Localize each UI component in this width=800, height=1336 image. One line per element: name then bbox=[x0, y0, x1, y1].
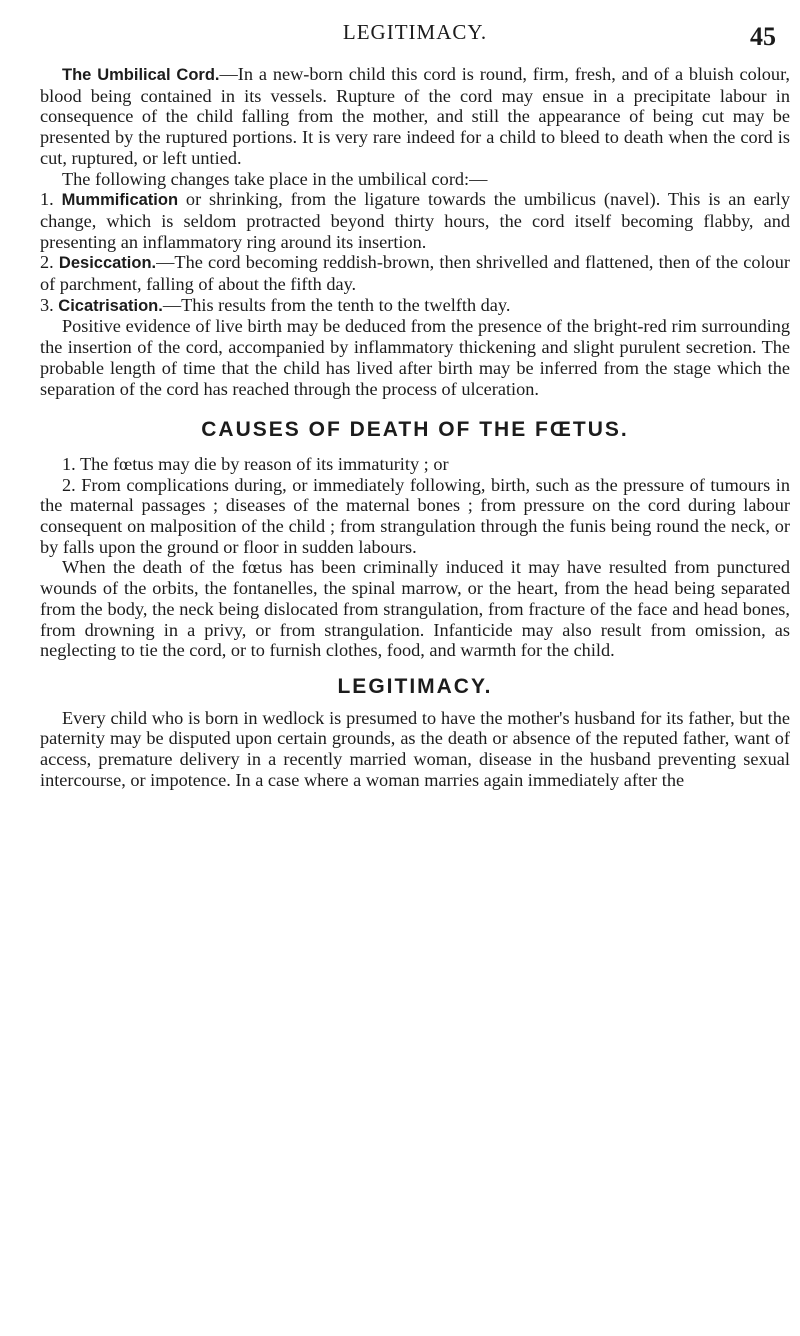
positive-evidence-paragraph: Positive evidence of live birth may be deduced from the presence of the bright-red rim surrounding the insertion of the cord, accompanied by inflammatory thickening and slight purulent secretion. The probable length of time that the child has lived after birth may be inferred from the stage which the separation of the cord has reached through the process of ulceration. bbox=[40, 316, 790, 399]
causes-item-1: 1. The fœtus may die by reason of its immaturity ; or bbox=[62, 453, 449, 474]
umbilical-cord-run-in: The Umbilical Cord. bbox=[62, 66, 220, 84]
change-text: or shrinking, from the ligature towards the umbilicus (navel). This is an early change, which is seldom protracted beyond thirty hours, the cord itself becoming flabby, and presenting an inflammatory ring around its insertion. bbox=[40, 189, 790, 252]
causes-heading: CAUSES OF DEATH OF THE FŒTUS. bbox=[201, 418, 629, 442]
legitimacy-heading: LEGITIMACY. bbox=[337, 674, 493, 698]
criminal-death-paragraph: When the death of the fœtus has been criminally induced it may have resulted from punctured wounds of the orbits, the fontanelles, the spinal marrow, or the heart, from the head being separated from the body, the neck being dislocated from strangulation, from fracture of the face and head bones, from drowning in a privy, or from strangulation. Infanticide may also result from omission, as neglecting to tie the cord, or to furnish clothes, food, and warmth for the child. bbox=[40, 557, 790, 661]
causes-item-2: 2. From complications during, or immediately following, birth, such as the pressure of tumours in the maternal passages ; diseases of the maternal bones ; from pressure on the cord during labour consequent on malposition of the child ; from strangulation through the funis being round the neck, or by falls upon the ground or floor in sudden labours. bbox=[40, 474, 790, 557]
legitimacy-paragraph: Every child who is born in wedlock is presumed to have the mother's husband for its father, but the paternity may be disputed upon certain grounds, as the death or absence of the reputed father, want of access, premature delivery in a recently married woman, disease in the husband preventing sexual intercourse, or impotence. In a case where a woman marries again immediately after the bbox=[40, 707, 790, 790]
change-run-in: Cicatrisation. bbox=[58, 296, 163, 315]
change-item-mummification bbox=[40, 189, 790, 252]
change-number: 3. bbox=[40, 294, 54, 315]
change-text: —The cord becoming reddish-brown, then shrivelled and flattened, then of the colour of parchment, falling of about the fifth day. bbox=[40, 252, 790, 295]
change-run-in: Desiccation. bbox=[58, 254, 157, 273]
change-item-desiccation bbox=[40, 252, 790, 294]
changes-intro: The following changes take place in the umbilical cord:— bbox=[62, 168, 488, 189]
change-number: 2. bbox=[40, 252, 54, 273]
umbilical-cord-text: —In a new-born child this cord is round, firm, fresh, and of a bluish colour, blood being contained in its vessels. Rupture of the cord may ensue in a precipitate labour in consequence of the child falling from the mother, and still the appearance of being cut may be presented by the ruptured portions. It is very rare indeed for a child to bleed to death when the cord is cut, ruptured, or left untied. bbox=[40, 64, 791, 168]
page-header bbox=[40, 18, 790, 58]
change-run-in: Mummification bbox=[61, 191, 179, 210]
page-body bbox=[40, 64, 790, 791]
change-text: —This results from the tenth to the twelfth day. bbox=[162, 294, 511, 315]
change-number: 1. bbox=[40, 189, 54, 210]
umbilical-cord-paragraph bbox=[40, 64, 790, 169]
change-item-cicatrisation bbox=[40, 295, 790, 317]
page-number: 45 bbox=[750, 22, 776, 51]
running-head: LEGITIMACY. bbox=[342, 20, 488, 44]
